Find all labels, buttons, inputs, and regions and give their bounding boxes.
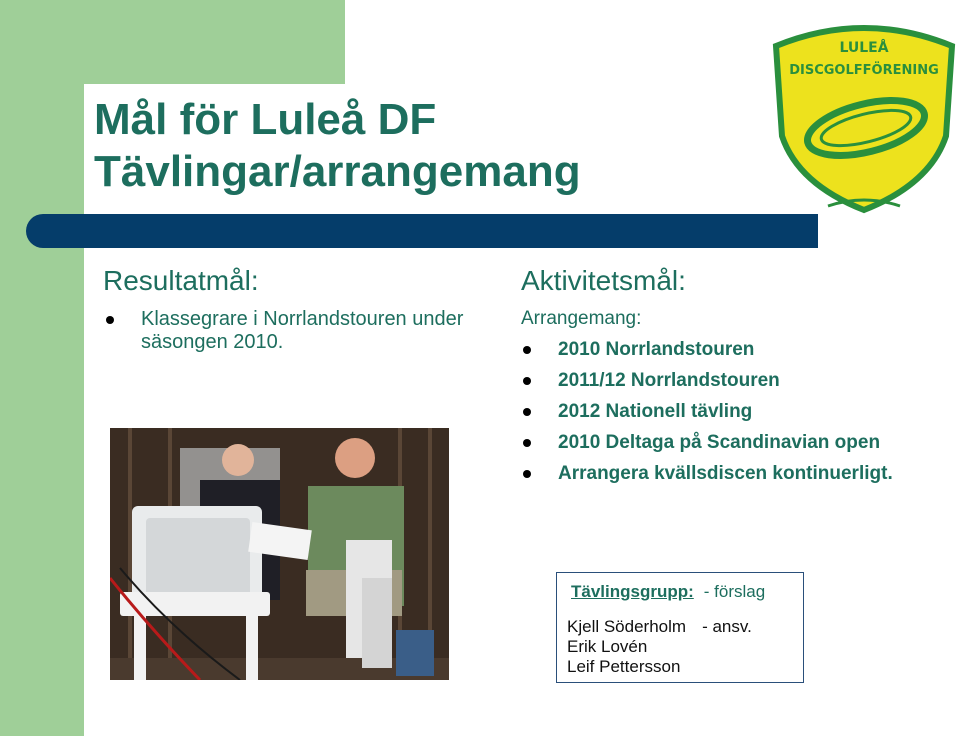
slide-title bbox=[94, 94, 581, 198]
activity-goals-section bbox=[521, 264, 901, 493]
result-goals-heading: Resultatmål: bbox=[103, 265, 259, 296]
member-name: Kjell Söderholm bbox=[567, 617, 687, 636]
result-goals-list bbox=[103, 308, 483, 354]
member-row bbox=[567, 617, 752, 637]
member-name: Leif Pettersson bbox=[567, 657, 681, 676]
activity-goals-heading: Aktivitetsmål: bbox=[521, 265, 686, 296]
member-row bbox=[567, 657, 680, 677]
top-green-band bbox=[0, 0, 345, 84]
list-item: Arrangera kvällsdiscen kontinuerligt. bbox=[521, 462, 901, 485]
competition-group-suffix: - förslag bbox=[703, 582, 766, 601]
competition-group-box bbox=[556, 572, 804, 683]
result-goals-section bbox=[103, 264, 483, 354]
activity-goals-list bbox=[521, 338, 901, 485]
title-line-2: Tävlingar/arrangemang bbox=[94, 147, 581, 196]
title-divider-bar bbox=[26, 214, 818, 248]
member-name: Erik Lovén bbox=[567, 637, 648, 656]
title-line-1: Mål för Luleå DF bbox=[94, 95, 437, 144]
list-item: 2010 Deltaga på Scandinavian open bbox=[521, 431, 901, 454]
arrangements-subheading: Arrangemang: bbox=[521, 308, 642, 329]
left-green-bar bbox=[0, 0, 84, 736]
competition-group-header bbox=[571, 582, 765, 602]
logo-top-text: LULEÅ bbox=[839, 40, 889, 56]
list-item: 2010 Norrlandstouren bbox=[521, 338, 901, 361]
list-item: Klassegrare i Norrlandstouren under säsongen 2010. bbox=[103, 308, 483, 354]
list-item: 2012 Nationell tävling bbox=[521, 400, 901, 423]
photo bbox=[110, 428, 449, 680]
club-logo bbox=[768, 16, 960, 216]
logo-bottom-text: DISCGOLFFÖRENING bbox=[789, 63, 939, 78]
list-item: 2011/12 Norrlandstouren bbox=[521, 369, 901, 392]
competition-group-heading: Tävlingsgrupp: bbox=[571, 582, 694, 601]
member-row bbox=[567, 637, 647, 657]
member-role: - ansv. bbox=[702, 617, 752, 636]
